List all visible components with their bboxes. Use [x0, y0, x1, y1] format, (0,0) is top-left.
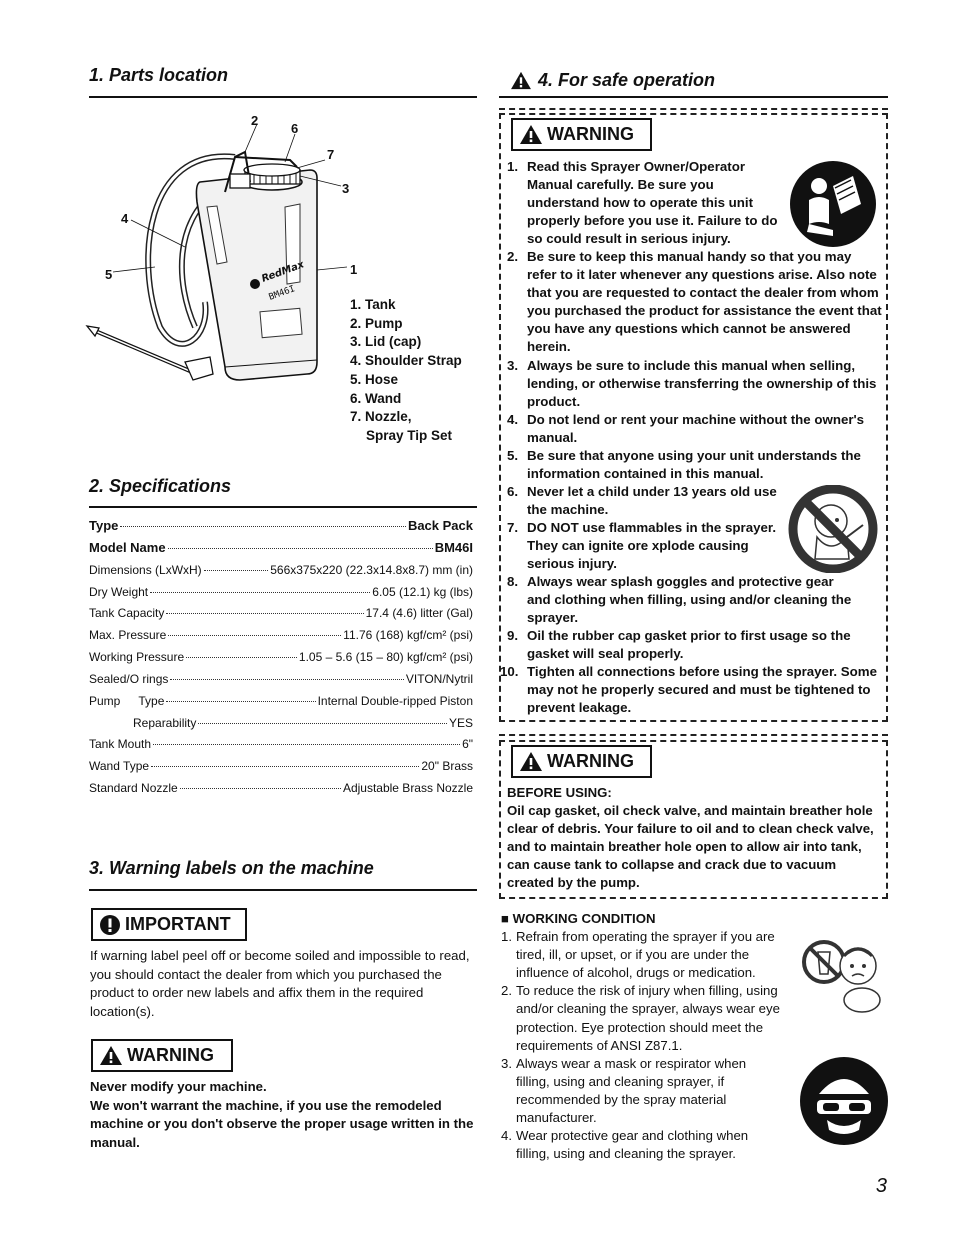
- list-item: [501, 928, 801, 982]
- callout-5: 5: [105, 267, 113, 282]
- item-number: 6.: [507, 483, 519, 499]
- list-item: [501, 1055, 771, 1127]
- spec-value: BM46I: [434, 540, 473, 555]
- spec-label: Model Name: [89, 540, 166, 555]
- spec-value: 1.05 – 5.6 (15 – 80) kgf/cm² (psi): [298, 650, 473, 664]
- spec-row: [89, 540, 473, 555]
- list-item: [507, 519, 782, 573]
- item-text: Never let a child under 13 years old use the machine.: [527, 483, 777, 517]
- spec-row: [89, 650, 473, 664]
- callout-7: 7: [327, 147, 335, 162]
- spec-row: [89, 759, 473, 773]
- item-number: 1.: [501, 929, 512, 945]
- spec-row: [89, 672, 473, 686]
- list-item: [507, 627, 882, 663]
- parts-legend: [350, 296, 462, 446]
- item-number: 4.: [507, 411, 519, 427]
- spec-label: Wand Type: [89, 759, 150, 773]
- item-number: 2.: [501, 983, 512, 999]
- spec-label: Working Pressure: [89, 650, 185, 664]
- warning-triangle-icon: [510, 71, 532, 90]
- spec-row: [133, 716, 473, 730]
- legend-item: 2. Pump: [350, 315, 403, 331]
- spec-value: Internal Double-ripped Piston: [317, 694, 473, 708]
- item-text: Always be sure to include this manual when selling, lending, or otherwise transferring the ownership of this product.: [527, 357, 877, 409]
- item-text: Be sure that anyone using your unit understands the information contained in this manual.: [527, 447, 861, 481]
- brand-logo: RedMax: [260, 259, 306, 285]
- spec-label: Type: [89, 518, 119, 533]
- spec-value: 11.76 (168) kgf/cm² (psi): [343, 628, 473, 642]
- section-divider: [89, 889, 477, 891]
- callout-3: 3: [342, 181, 350, 196]
- callout-1: 1: [350, 262, 358, 277]
- item-text: To reduce the risk of injury when filling, using and/or cleaning the sprayer, always wear eye protection. Eye protection should meet the requirements of ANSI Z87.1.: [516, 983, 780, 1053]
- working-condition: [501, 910, 801, 1163]
- important-label: IMPORTANT: [125, 914, 231, 934]
- legend-item: 5. Hose: [350, 371, 399, 387]
- spec-label: Reparability: [133, 716, 197, 730]
- before-using-text: [507, 784, 882, 893]
- item-text: Refrain from operating the sprayer if you are tired, ill, or upset, or if you are under the influence of alcohol, drugs or medication.: [516, 929, 775, 981]
- warning-badge: [511, 745, 652, 778]
- item-number: 3.: [501, 1055, 512, 1071]
- warning-label: WARNING: [127, 1045, 214, 1065]
- spec-label: Tank Mouth: [89, 737, 152, 751]
- section-divider: [89, 506, 477, 508]
- exclamation-circle-icon: [99, 914, 121, 936]
- spec-row: [89, 518, 473, 533]
- legend-item: 4. Shoulder Strap: [350, 353, 462, 369]
- warning-label: WARNING: [547, 124, 634, 144]
- safety-warning-list: [500, 158, 882, 717]
- item-number: 3.: [507, 357, 519, 373]
- item-text: Always wear splash goggles and protective gear and clothing when filling, using and/or cleaning the sprayer.: [527, 574, 852, 626]
- legend-item: 1. Tank: [350, 297, 396, 312]
- important-badge: [91, 908, 247, 941]
- warning-triangle-icon: [519, 124, 543, 145]
- item-number: 7.: [507, 519, 519, 535]
- warning-badge: [91, 1039, 233, 1072]
- dashed-divider: [499, 734, 888, 736]
- callout-2: 2: [251, 113, 259, 128]
- safe-operation-title: [510, 70, 715, 91]
- spec-label: Standard Nozzle: [89, 781, 178, 795]
- spec-row: [89, 737, 473, 751]
- list-item: [507, 483, 782, 519]
- spec-label: Pump: [89, 694, 121, 708]
- section-divider: [89, 96, 477, 98]
- item-number: 10.: [500, 664, 519, 680]
- spec-value: 20" Brass: [421, 759, 473, 773]
- spec-label: Dry Weight: [89, 585, 149, 599]
- spec-row: [89, 563, 473, 577]
- item-number: 5.: [507, 447, 519, 463]
- working-condition-heading: ■ WORKING CONDITION: [501, 911, 656, 926]
- list-item: [500, 663, 882, 717]
- spec-sublabel: Type: [138, 694, 165, 708]
- item-text: Do not lend or rent your machine without the owner's manual.: [527, 411, 865, 445]
- parts-location-title: 1. Parts location: [89, 65, 229, 85]
- list-item: [507, 573, 855, 627]
- spec-label: Tank Capacity: [89, 606, 165, 620]
- item-text: Always wear a mask or respirator when filling, using and cleaning sprayer, if recommended by the spray material manufacturer.: [516, 1055, 747, 1126]
- item-text: Read this Sprayer Owner/Operator Manual carefully. Be sure you understand how to operate this unit properly before you use it. Failure to do so could result in serious injury.: [527, 159, 778, 247]
- specifications-title: 2. Specifications: [89, 476, 232, 496]
- before-using-body: Oil cap gasket, oil check valve, and maintain breather hole clear of debris. Your failure to oil and to clean check valve, and to maintain breather hole open to allow air into tank, can cause tank to collapse and crack due to vacuum created by the pump.: [507, 803, 874, 891]
- warning-triangle-icon: [519, 751, 543, 772]
- item-text: Wear protective gear and clothing when filling, using and cleaning the sprayer.: [516, 1128, 749, 1162]
- warning-text: [90, 1078, 480, 1152]
- tank-model-label: BM46I: [267, 284, 297, 303]
- legend-item: 6. Wand: [350, 390, 402, 406]
- list-item: [501, 982, 801, 1054]
- list-item: [507, 447, 882, 483]
- legend-item: 7. Nozzle,: [350, 409, 412, 425]
- list-item: [507, 248, 882, 356]
- item-number: 1.: [507, 159, 519, 174]
- before-using-heading: BEFORE USING:: [507, 785, 612, 800]
- list-item: [507, 357, 882, 411]
- item-number: 9.: [507, 628, 519, 644]
- dashed-divider: [499, 108, 888, 110]
- page-number: 3: [875, 1175, 887, 1197]
- list-item: [501, 1127, 771, 1163]
- spec-value: 6": [462, 737, 473, 751]
- never-modify-text: Never modify your machine.: [90, 1079, 267, 1094]
- spec-value: YES: [448, 716, 473, 730]
- item-number: 8.: [507, 574, 519, 590]
- spec-value: 6.05 (12.1) kg (lbs): [372, 585, 473, 599]
- warning-badge: [511, 118, 652, 151]
- safe-operation-title-text: 4. For safe operation: [538, 70, 716, 90]
- no-alcohol-icon: [800, 930, 885, 1015]
- spec-row: [89, 585, 473, 599]
- list-item: [507, 158, 782, 248]
- item-number: 4.: [501, 1128, 512, 1144]
- spec-row: [89, 781, 473, 795]
- spec-row: [89, 628, 473, 642]
- warranty-text: We won't warrant the machine, if you use the remodeled machine or you don't observe the proper usage written in the manual.: [90, 1097, 474, 1150]
- callout-4: 4: [121, 211, 129, 226]
- callout-6: 6: [291, 121, 299, 136]
- sprayer-illustration: [85, 112, 360, 392]
- spec-label: Max. Pressure: [89, 628, 167, 642]
- protective-gear-icon: [799, 1056, 889, 1146]
- spec-row: [89, 694, 473, 708]
- spec-row: [89, 606, 473, 620]
- warning-label: WARNING: [547, 751, 634, 771]
- spec-value: Adjustable Brass Nozzle: [342, 781, 473, 795]
- section-divider: [499, 96, 888, 98]
- spec-label: Dimensions (LxWxH): [89, 563, 202, 577]
- warning-labels-title: 3. Warning labels on the machine: [89, 858, 374, 878]
- item-text: Oil the rubber cap gasket prior to first usage so the gasket will seal properly.: [527, 628, 851, 662]
- warning-triangle-icon: [99, 1045, 123, 1066]
- legend-item: Spray Tip Set: [366, 427, 453, 443]
- item-number: 2.: [507, 249, 519, 265]
- item-text: Be sure to keep this manual handy so that you may refer to it later whenever any questions arise. Also note that you are requested to contact the dealer from whom you purchased the product for assistance the event that you have any questions which cannot be answered herein.: [527, 249, 882, 355]
- spec-value: 17.4 (4.6) litter (Gal): [365, 606, 473, 620]
- item-text: DO NOT use flammables in the sprayer. They can ignite ore xplode causing serious injury.: [527, 519, 777, 572]
- important-text: If warning label peel off or become soiled and impossible to read, you should contact the dealer from which you purchased the product to order new labels and affix them in the required location(s).: [90, 948, 470, 1019]
- legend-item: 3. Lid (cap): [350, 334, 422, 350]
- spec-value: VITON/Nytril: [405, 672, 473, 686]
- item-text: Tighten all connections before using the sprayer. Some may not he properly secured and must be tightened to prevent leakage.: [527, 664, 877, 716]
- spec-value: Back Pack: [407, 518, 473, 533]
- spec-label: Sealed/O rings: [89, 672, 169, 686]
- spec-value: 566x375x220 (22.3x14.8x8.7) mm (in): [270, 563, 473, 577]
- list-item: [507, 411, 882, 447]
